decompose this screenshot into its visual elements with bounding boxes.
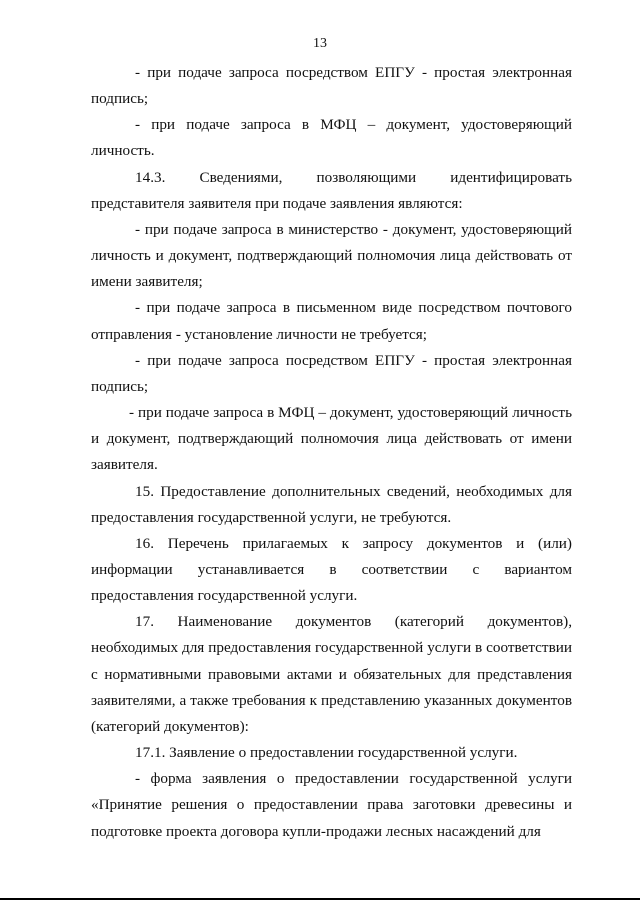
paragraph-14-3: 14.3. Сведениями, позволяющими идентифицировать представителя заявителя при подаче заявления являются: xyxy=(91,168,572,212)
paragraph-representative-mfc: - при подаче запроса в МФЦ – документ, удостоверяющий личность и документ, подтверждающий полномочия лица действовать от имени заявителя. xyxy=(91,404,572,474)
paragraph-application-form: - форма заявления о предоставлении государственной услуги «Принятие решения о предоставлении права заготовки древесины и подготовке проекта договора купли-продажи лесных насаждений для xyxy=(91,770,572,840)
paragraph-postal-request: - при подаче запроса в письменном виде посредством почтового отправления - установление личности не требуется; xyxy=(91,299,572,343)
page-number: 13 xyxy=(313,36,327,51)
page-bottom-rule xyxy=(0,898,640,900)
paragraph-representative-epgu: - при подаче запроса посредством ЕПГУ - простая электронная подпись; xyxy=(91,351,572,395)
paragraph-mfc-identity: - при подаче запроса в МФЦ – документ, удостоверяющий личность. xyxy=(91,116,572,160)
paragraph-epgu-signature: - при подаче запроса посредством ЕПГУ - простая электронная подпись; xyxy=(91,64,572,108)
paragraph-ministry-request: - при подаче запроса в министерство - документ, удостоверяющий личность и документ, подтверждающий полномочия лица действовать от имени заявителя; xyxy=(91,220,572,291)
document-body xyxy=(91,60,572,845)
paragraph-15: 15. Предоставление дополнительных сведений, необходимых для предоставления государственной услуги, не требуются. xyxy=(91,482,572,526)
paragraph-17-1: 17.1. Заявление о предоставлении государственной услуги. xyxy=(135,744,518,762)
paragraph-17: 17. Наименование документов (категорий документов), необходимых для предоставления государственной услуги в соответствии с нормативными правовыми актами и обязательных для представления заявителями, а также требования к представлению указанных документов (категорий документов): xyxy=(91,613,572,735)
paragraph-16: 16. Перечень прилагаемых к запросу документов и (или) информации устанавливается в соответствии с вариантом предоставления государственной услуги. xyxy=(91,534,572,605)
